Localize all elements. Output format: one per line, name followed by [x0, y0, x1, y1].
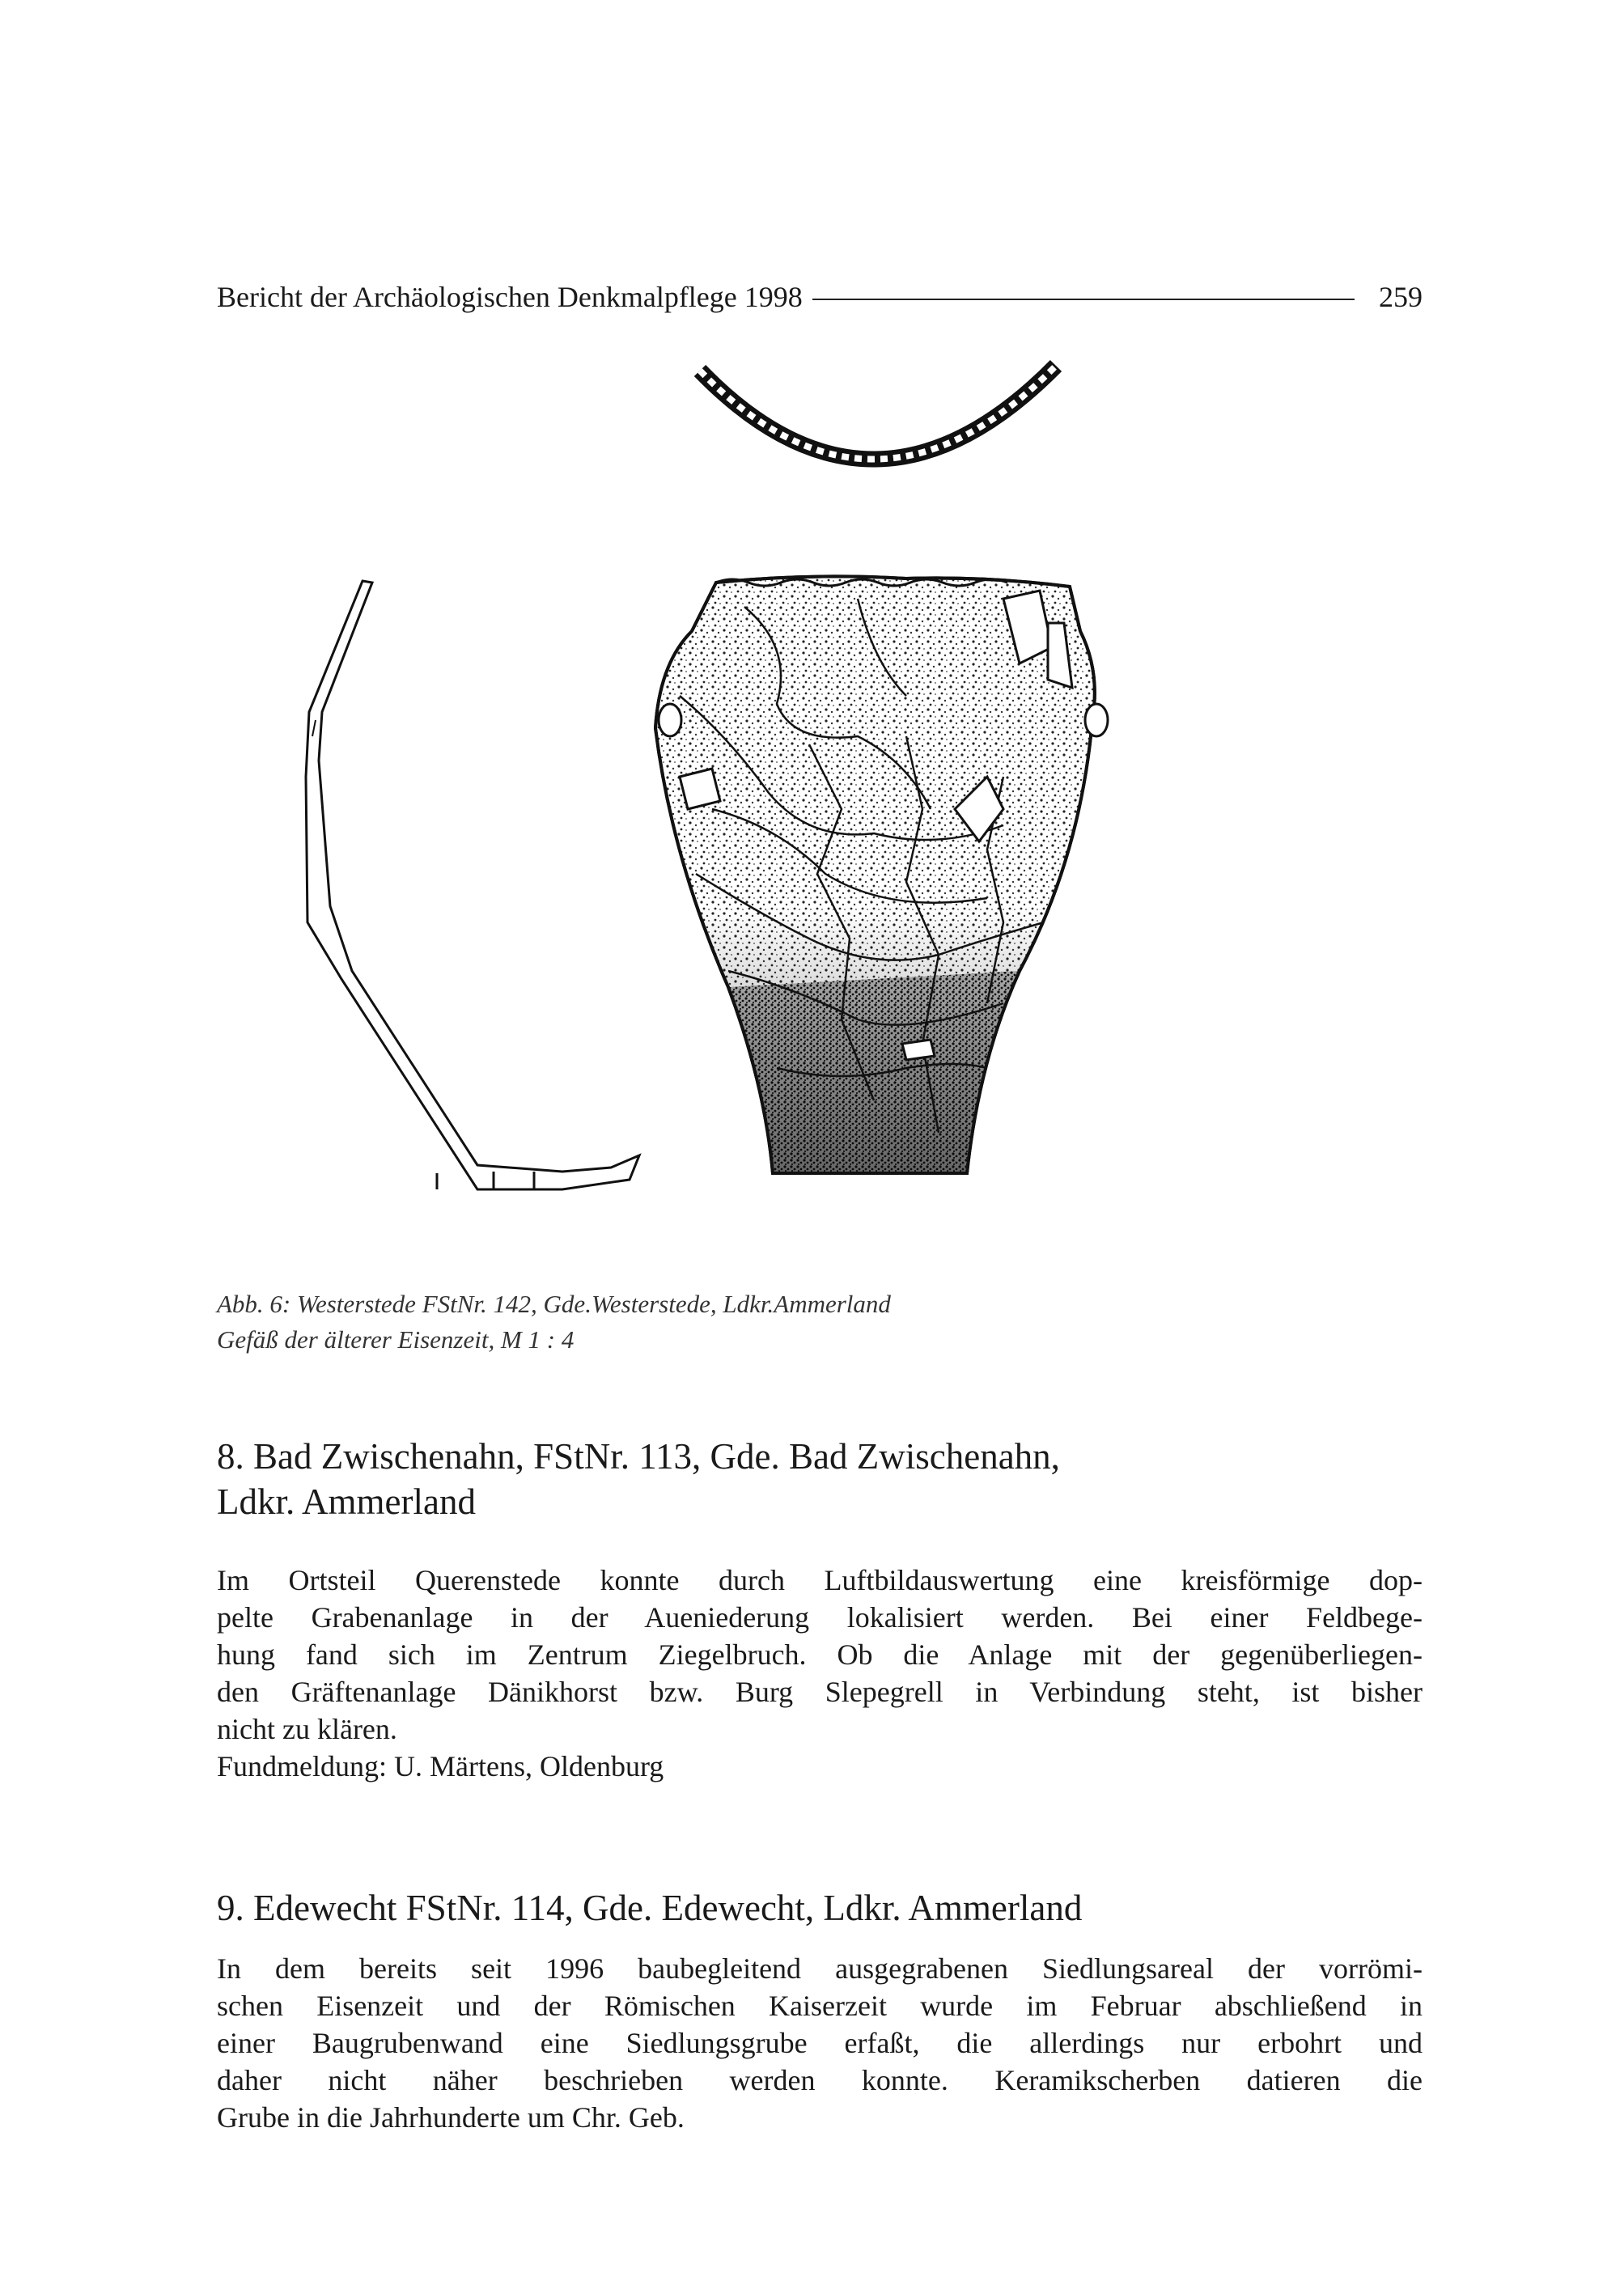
section-9-heading: 9. Edewecht FStNr. 114, Gde. Edewecht, Ldkr. Ammerland	[217, 1888, 1083, 1928]
caption-line-1: Abb. 6: Westerstede FStNr. 142, Gde.Westerstede, Ldkr.Ammerland	[217, 1290, 891, 1318]
section-8-line: hung fand sich im Zentrum Ziegelbruch. Ob die Anlage mit der gegenüberliegen-	[217, 1638, 1423, 1671]
rim-top-view	[700, 366, 1056, 460]
section-8-heading-line-2: Ldkr. Ammerland	[217, 1481, 476, 1522]
section-8-line: Fundmeldung: U. Märtens, Oldenburg	[217, 1750, 664, 1782]
vessel-figure	[291, 356, 1270, 1270]
vessel-exterior	[655, 576, 1108, 1173]
section-8-heading	[217, 1434, 1431, 1524]
section-8-line: den Gräftenanlage Dänikhorst bzw. Burg Slepegrell in Verbindung steht, ist bisher	[217, 1676, 1423, 1708]
section-9-line: In dem bereits seit 1996 baubegleitend ausgegrabenen Siedlungsareal der vorrömi-	[217, 1952, 1423, 1985]
section-9-line: schen Eisenzeit und der Römischen Kaiserzeit wurde im Februar abschließend in	[217, 1990, 1423, 2022]
section-8-line: nicht zu klären.	[217, 1713, 397, 1745]
page-number: 259	[1379, 281, 1423, 313]
section-8-line: Im Ortsteil Querenstede konnte durch Luftbildauswertung eine kreisförmige dop-	[217, 1564, 1423, 1596]
vessel-profile	[306, 581, 639, 1189]
section-9-line: Grube in die Jahrhunderte um Chr. Geb.	[217, 2101, 685, 2134]
figure-caption	[217, 1286, 1350, 1358]
running-header	[217, 277, 1423, 317]
caption-line-2: Gefäß der älterer Eisenzeit, M 1 : 4	[217, 1325, 575, 1354]
running-header-title: Bericht der Archäologischen Denkmalpflege 1998	[217, 281, 803, 313]
section-9-line: daher nicht näher beschrieben werden konnte. Keramikscherben datieren die	[217, 2064, 1423, 2096]
section-8-heading-line-1: 8. Bad Zwischenahn, FStNr. 113, Gde. Bad Zwischenahn,	[217, 1436, 1060, 1477]
section-8-paragraph	[217, 1562, 1423, 1785]
section-8-line: pelte Grabenanlage in der Aueniederung lokalisiert werden. Bei einer Feldbege-	[217, 1601, 1423, 1634]
header-rule	[812, 299, 1355, 300]
section-9-paragraph	[217, 1950, 1423, 2136]
section-9-line: einer Baugrubenwand eine Siedlungsgrube erfaßt, die allerdings nur erbohrt und	[217, 2027, 1423, 2059]
